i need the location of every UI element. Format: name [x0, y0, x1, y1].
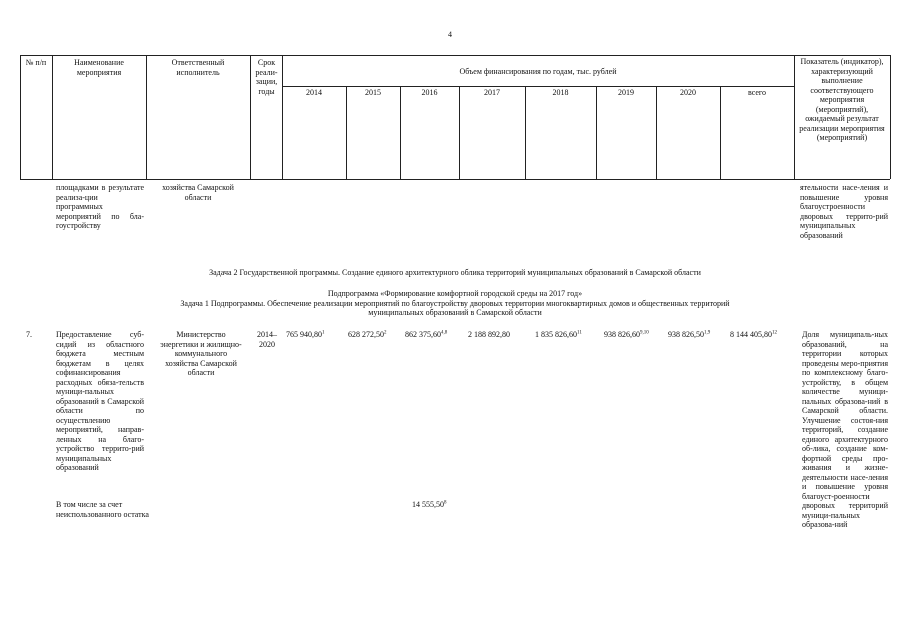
header-col-term: Срок реали-зации, годы: [255, 58, 278, 96]
cont-row-name: площадками в результате реализа-ции программных мероприятий по бла-гоустройству: [56, 183, 144, 230]
value-2019: 938 826,60$^{9,10}$: [604, 330, 649, 339]
value-2017: 2 188 892,80: [468, 330, 510, 339]
row7-number: 7.: [26, 330, 32, 339]
task1-heading-line2: муниципальных образований в Самарской области: [368, 308, 542, 317]
value-2018: 1 835 826,60$^{11}$: [535, 330, 582, 339]
year-2015: 2015: [365, 88, 381, 97]
subprogram-heading: Подпрограмма «Формирование комфортной городской среды на 2017 год»: [327, 289, 583, 298]
row7-sub-label: В том числе за счет неиспользованного остатка: [56, 500, 149, 519]
task2-heading: Задача 2 Государственной программы. Создание единого архитектурного облика территорий муниципальных образований в Самарской области: [209, 268, 701, 277]
header-col-name: Наименование мероприятия: [74, 58, 124, 77]
value-2016: 862 375,60$^{4,8}$: [405, 330, 448, 339]
year-2020: 2020: [680, 88, 696, 97]
year-total: всего: [747, 88, 766, 97]
year-2019: 2019: [618, 88, 634, 97]
cont-row-indicator: ятельности насе-ления и повышение уровня благоустроенности дворовых террито-рий муниципальных образований: [800, 183, 888, 240]
year-2016: 2016: [421, 88, 438, 97]
row7-indicator: Доля муниципаль-ных образований, на территории которых проведены меро-приятия по комплексному благо-устройству, в общем количестве муници-пальных образова-ний в Самарской области. Улучшение состоя-ния территорий, создание единого архитектурного об-лика, создание ком-фортной среды про-живания и жизне-деятельности насе-ления и повышение уровня благоуст-роенности дворовых территорий муници-пальных образова-ний: [802, 330, 888, 529]
value-2014: 765 940,80$^1$: [286, 330, 325, 339]
value-2020: 938 826,50$^{1,9}$: [668, 330, 711, 339]
value-2015: 628 272,50$^2$: [348, 330, 387, 339]
cont-row-executor: хозяйства Самарской области: [162, 183, 234, 202]
value-total: 8 144 405,80$^{12}$: [730, 330, 777, 339]
header-col-executor: Ответственный исполнитель: [171, 58, 225, 77]
row7-executor: Министерство энергетики и жилищно-коммунального хозяйства Самарской области: [160, 330, 242, 377]
row7-term: 2014–2020: [257, 330, 277, 349]
row7-name: Предоставление суб-сидий из областного бюджета местным бюджетам в целях софинансирования расходных обяза-тельств муници-пальных образований в Самарской области по осуществлению мероприятий, направ-ленных на благо-устройство террито-рий муниципальных образований: [56, 330, 144, 472]
row7-sub-value: 14 555,50$^8$: [412, 500, 447, 509]
task1-heading-line1: Задача 1 Подпрограммы. Обеспечение реализации мероприятий по благоустройству дворовых территории многоквартирных домов и общественных территорий: [180, 299, 730, 308]
header-col-no: № п/п: [25, 58, 47, 67]
year-2014: 2014: [306, 88, 322, 97]
page-number: 4: [448, 30, 452, 39]
year-2018: 2018: [552, 88, 569, 97]
year-2017: 2017: [484, 88, 500, 97]
header-col-indicator: Показатель (индикатор), характеризующий выполнение соответствующего мероприятия (мероприятий), ожидаемый результат реализации мероприятия (мероприятий): [799, 57, 885, 142]
header-col-funding: Объем финансирования по годам, тыс. рублей: [459, 67, 617, 76]
